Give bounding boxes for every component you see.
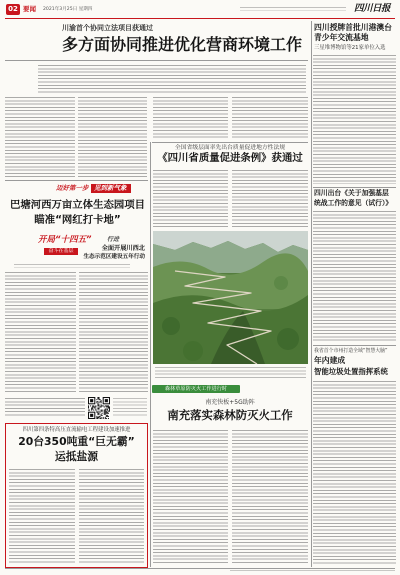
qr-module bbox=[107, 412, 108, 413]
footer-rule bbox=[5, 568, 395, 569]
qr-module bbox=[105, 417, 106, 418]
smart-headline-line-2: 智能垃圾处置指挥系统 bbox=[314, 366, 388, 376]
qr-module bbox=[104, 406, 105, 407]
qr-module bbox=[92, 406, 93, 407]
qr-module bbox=[94, 407, 95, 408]
smart-kicker: 我省首个市州打造全域“智慧大脑” bbox=[314, 348, 388, 354]
qr-module bbox=[101, 411, 102, 412]
qr-module bbox=[97, 401, 98, 402]
qr-module bbox=[98, 413, 99, 414]
qr-module bbox=[101, 415, 102, 416]
youth-subhead: 三星堆博物馆等21家单位入选 bbox=[314, 44, 386, 51]
xingjin-line-2: 生态示范区建设五年行动 bbox=[83, 254, 145, 260]
qr-module bbox=[105, 405, 106, 406]
qr-module bbox=[108, 416, 109, 417]
qr-module bbox=[101, 402, 102, 403]
qr-module bbox=[107, 406, 108, 407]
qr-module bbox=[88, 406, 89, 407]
power-body-col-1 bbox=[9, 469, 75, 564]
qr-module bbox=[93, 405, 94, 406]
qr-module bbox=[88, 405, 89, 406]
qr-module bbox=[96, 399, 97, 400]
xingjin-line-1: 全面开展川西北 bbox=[101, 245, 145, 252]
qr-module bbox=[107, 409, 108, 410]
photo-tree-cluster bbox=[274, 276, 288, 290]
lead-body-col-2 bbox=[78, 97, 147, 177]
qr-module bbox=[91, 409, 92, 410]
qr-module bbox=[97, 417, 98, 418]
newspaper-logo: 四川日报 bbox=[354, 3, 391, 14]
qr-module bbox=[97, 404, 98, 405]
quality-body-col-2 bbox=[232, 170, 308, 228]
batang-headline-line-2: 瞄准“网红打卡地” bbox=[34, 214, 121, 226]
qr-module bbox=[106, 409, 107, 410]
qr-module bbox=[100, 418, 101, 419]
footer-credits bbox=[230, 570, 395, 573]
qr-module bbox=[98, 398, 99, 399]
qr-module bbox=[104, 410, 105, 411]
qr-module bbox=[93, 410, 94, 411]
qr-module bbox=[91, 410, 92, 411]
qr-module bbox=[104, 413, 105, 414]
qr-module bbox=[98, 416, 99, 417]
qr-module bbox=[101, 400, 102, 401]
qr-module bbox=[107, 413, 108, 414]
united-front-rule bbox=[313, 187, 396, 188]
qr-module bbox=[108, 411, 109, 412]
power-kicker: 四川第四条特高压直流输电工程建设加速推进 bbox=[22, 427, 131, 433]
qr-module bbox=[101, 418, 102, 419]
qr-module bbox=[107, 415, 108, 416]
qr-module bbox=[97, 409, 98, 410]
qr-module bbox=[98, 399, 99, 400]
qr-module bbox=[97, 414, 98, 415]
qr-module bbox=[105, 409, 106, 410]
qr-module bbox=[92, 409, 93, 410]
qr-module bbox=[97, 397, 98, 398]
page-number: 02 bbox=[8, 5, 18, 13]
batang-body-col-2 bbox=[79, 272, 148, 394]
qr-module bbox=[109, 407, 110, 408]
photo-tree-cluster bbox=[183, 341, 203, 361]
power-headline-line-2: 运抵盐源 bbox=[54, 450, 99, 463]
qr-caption bbox=[113, 398, 147, 418]
qr-module bbox=[108, 418, 109, 419]
qr-finder bbox=[105, 399, 108, 402]
qr-finder bbox=[90, 399, 93, 402]
qr-module bbox=[102, 410, 103, 411]
qr-module bbox=[106, 416, 107, 417]
united-front-headline-line-1: 四川出台《关于加强基层 bbox=[314, 189, 389, 197]
fire-headline: 南充落实森林防灭火工作 bbox=[167, 408, 293, 422]
smart-headline-line-1: 年内建成 bbox=[314, 356, 346, 365]
lead-body-col-4 bbox=[232, 97, 308, 139]
qr-module bbox=[97, 407, 98, 408]
qr-module bbox=[104, 411, 105, 412]
batang-headline-line-1: 巴塘河西万亩立体生态园项目 bbox=[9, 199, 146, 211]
qr-module bbox=[97, 413, 98, 414]
lead-body-col-3 bbox=[153, 97, 228, 139]
qr-module bbox=[101, 417, 102, 418]
qr-module bbox=[96, 416, 97, 417]
qr-module bbox=[105, 413, 106, 414]
qr-module bbox=[100, 412, 101, 413]
qr-module bbox=[103, 405, 104, 406]
qr-module bbox=[101, 401, 102, 402]
photo-caption bbox=[155, 367, 306, 380]
qr-module bbox=[98, 405, 99, 406]
divider-right-column bbox=[311, 21, 312, 567]
qr-module bbox=[94, 406, 95, 407]
fire-body-col-2 bbox=[232, 430, 308, 565]
qr-module bbox=[102, 411, 103, 412]
qr-module bbox=[107, 410, 108, 411]
qr-module bbox=[101, 410, 102, 411]
qr-module bbox=[89, 410, 90, 411]
quality-kicker: 全国省级层面率先出台质量促进地方性法规 bbox=[174, 144, 286, 151]
qr-module bbox=[106, 412, 107, 413]
qr-module bbox=[108, 407, 109, 408]
qr-module bbox=[105, 411, 106, 412]
mountain-road-photo bbox=[153, 231, 308, 364]
batang-byline bbox=[14, 264, 130, 268]
kaiju-tag: 开局“十四五” bbox=[38, 235, 92, 245]
lead-headline: 多方面协同推进优化营商环境工作 bbox=[62, 35, 303, 54]
qr-module bbox=[109, 410, 110, 411]
qr-module bbox=[106, 418, 107, 419]
qr-module bbox=[96, 401, 97, 402]
qr-module bbox=[98, 402, 99, 403]
qr-module bbox=[100, 406, 101, 407]
qr-module bbox=[109, 409, 110, 410]
qr-module bbox=[98, 414, 99, 415]
qr-module bbox=[90, 405, 91, 406]
qr-module bbox=[98, 404, 99, 405]
qr-module bbox=[96, 418, 97, 419]
smart-rule bbox=[313, 345, 396, 346]
lead-rule bbox=[5, 60, 308, 61]
qr-module bbox=[101, 414, 102, 415]
issue-date: 2021年3月25日 星期四 bbox=[43, 6, 93, 12]
qr-module bbox=[95, 406, 96, 407]
qr-module bbox=[100, 416, 101, 417]
qr-module bbox=[102, 413, 103, 414]
qr-module bbox=[98, 407, 99, 408]
qr-module bbox=[95, 405, 96, 406]
qr-module bbox=[101, 405, 102, 406]
qr-module bbox=[105, 414, 106, 415]
qr-module bbox=[95, 410, 96, 411]
youth-headline-line-2: 青少年交流基地 bbox=[314, 33, 369, 42]
qr-module bbox=[96, 411, 97, 412]
lead-body-col-1 bbox=[5, 97, 75, 177]
quality-rule bbox=[152, 142, 308, 143]
power-body-col-2 bbox=[79, 469, 144, 564]
qr-module bbox=[96, 412, 97, 413]
batang-rule bbox=[5, 180, 148, 181]
qr-module bbox=[107, 405, 108, 406]
qr-module bbox=[98, 397, 99, 398]
qr-module bbox=[88, 410, 89, 411]
qr-module bbox=[96, 402, 97, 403]
qr-module bbox=[107, 416, 108, 417]
quality-headline: 《四川省质量促进条例》获通过 bbox=[157, 152, 303, 164]
batang-banner-part-2: 见到新气象 bbox=[94, 184, 127, 192]
qr-module bbox=[97, 405, 98, 406]
qr-module bbox=[98, 417, 99, 418]
qr-module bbox=[103, 417, 104, 418]
qr-module bbox=[97, 398, 98, 399]
youth-body-text bbox=[313, 55, 396, 184]
divider-left-column bbox=[150, 142, 151, 567]
batang-body-col-3 bbox=[5, 398, 85, 418]
batang-banner-part-1: 迈好第一步 bbox=[56, 184, 89, 192]
qr-module bbox=[100, 401, 101, 402]
power-headline-line-1: 20台350吨重“巨无霸” bbox=[18, 435, 135, 448]
qr-module bbox=[92, 405, 93, 406]
quality-body-col-1 bbox=[153, 170, 228, 228]
batang-body-col-1 bbox=[5, 272, 76, 394]
qr-module bbox=[102, 405, 103, 406]
qr-module bbox=[93, 406, 94, 407]
qr-module bbox=[105, 412, 106, 413]
lead-intro-text bbox=[38, 65, 306, 93]
youth-headline-line-1: 四川授牌首批川港澳台 bbox=[314, 23, 392, 32]
qr-module bbox=[97, 412, 98, 413]
qr-module bbox=[98, 409, 99, 410]
fire-kicker: 南充快板+5G助阵 bbox=[205, 399, 255, 406]
qr-module bbox=[91, 407, 92, 408]
qr-module bbox=[104, 414, 105, 415]
kaiju-tag-sub: 奋斗在基层 bbox=[48, 247, 74, 254]
qr-module bbox=[95, 409, 96, 410]
qr-module bbox=[96, 417, 97, 418]
lead-kicker: 川渝首个协同立法项目获通过 bbox=[62, 24, 153, 32]
qr-module bbox=[92, 407, 93, 408]
qr-module bbox=[102, 415, 103, 416]
qr-module bbox=[105, 410, 106, 411]
qr-module bbox=[109, 406, 110, 407]
qr-module bbox=[106, 411, 107, 412]
qr-module bbox=[106, 406, 107, 407]
qr-module bbox=[97, 403, 98, 404]
fire-body-col-1 bbox=[153, 430, 228, 565]
qr-module bbox=[98, 411, 99, 412]
qr-module bbox=[104, 412, 105, 413]
qr-module bbox=[108, 406, 109, 407]
photo-tree-cluster bbox=[162, 317, 180, 335]
united-front-headline-line-2: 统战工作的意见（试行）》 bbox=[314, 198, 393, 207]
qr-module bbox=[100, 399, 101, 400]
qr-module bbox=[103, 418, 104, 419]
qr-module bbox=[97, 418, 98, 419]
qr-module bbox=[101, 404, 102, 405]
qr-module bbox=[88, 407, 89, 408]
section-name: 要闻 bbox=[23, 5, 36, 13]
qr-module bbox=[106, 405, 107, 406]
qr-module bbox=[105, 418, 106, 419]
header-rule bbox=[5, 18, 395, 19]
qr-module bbox=[108, 405, 109, 406]
united-front-body-text bbox=[313, 211, 396, 342]
editor-credits bbox=[240, 7, 346, 11]
fire-banner-text: 森林草原防灭火工作进行时 bbox=[164, 385, 228, 392]
photo-tree-cluster bbox=[277, 328, 299, 350]
qr-module bbox=[101, 406, 102, 407]
qr-module bbox=[106, 413, 107, 414]
qr-code[interactable] bbox=[88, 397, 110, 419]
qr-module bbox=[108, 413, 109, 414]
smart-body-text bbox=[313, 381, 396, 565]
qr-module bbox=[109, 411, 110, 412]
xingjin-tag: 行进 bbox=[107, 236, 120, 243]
qr-finder bbox=[90, 414, 93, 417]
qr-module bbox=[106, 415, 107, 416]
